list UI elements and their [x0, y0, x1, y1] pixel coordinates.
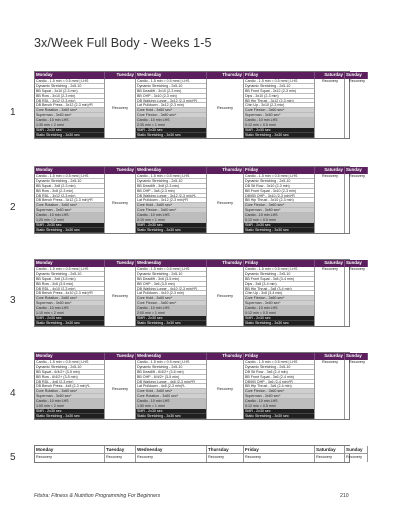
friday-workout [244, 360, 315, 419]
exercise-row: Core Flexion - 3x60 sec* [244, 203, 314, 208]
recovery-label: Recovery [136, 454, 207, 462]
recovery-day [315, 174, 345, 233]
day-header: Saturday [315, 353, 345, 360]
exercise-row: 0:12 min = 0.5 mmi [244, 311, 314, 316]
recovery-day [315, 360, 345, 419]
exercise-row: DB Sit Row - 3x10 (2-3 min) [244, 184, 314, 189]
exercise-row: BB Deadlift - 3x6 (3-5 min) [136, 277, 206, 282]
monday-workout [35, 79, 105, 138]
exercise-row: SMR - 2x30 sec [35, 128, 104, 133]
day-header: Saturday [315, 167, 345, 174]
day-header: Thursday [207, 446, 244, 454]
exercise-row: Core Hold - 3x60 sec* [136, 203, 206, 208]
day-header: Wednesday [136, 72, 207, 79]
exercise-row: Cardio - 1.5 min = 0.5 mmi | LHS [35, 79, 104, 84]
exercise-row: BB Front Squat - 3x6 (2-4 min) [244, 375, 314, 380]
exercise-row: BB OHP - 6/4/2+ (3-5 min) [136, 375, 206, 380]
day-header: Tuesday [105, 72, 136, 79]
exercise-row: Cardio - 1.5 min = 0.5 mmi | LHS [244, 174, 314, 179]
recovery-label: Recovery [321, 267, 339, 271]
exercise-row: Core Flexion - 3x60 sec* [136, 208, 206, 213]
week-3-table [34, 259, 366, 327]
exercise-row: BB Deadlift - 3x8 (2-3 min) [136, 184, 206, 189]
exercise-row: Cardio - 10 min LHS [244, 399, 314, 404]
day-header: Monday [35, 167, 105, 174]
exercise-row: Core Rotation - 3x60 sec* [35, 203, 104, 208]
friday-workout [244, 79, 315, 138]
exercise-row: Superman - 3x60 sec* [35, 394, 104, 399]
week-1-block [10, 71, 366, 139]
exercise-row: BB Row - 3x10 (2-3 min) [35, 94, 104, 99]
day-header: Tuesday [105, 446, 136, 454]
footer-book-title: Fitstra: Fitness & Nutrition Programming For Beginners [34, 493, 161, 499]
day-header: Sunday [345, 446, 368, 454]
exercise-row: SMR - 2x30 sec [136, 409, 206, 414]
exercise-row: 1:10 min = 2 mmi [35, 311, 104, 316]
exercise-row: SMR - 2x30 sec [136, 223, 206, 228]
exercise-row: Static Stretching - 3x30 sec [244, 228, 314, 233]
exercise-row: 0:12 min = 0.5 mmi [244, 218, 314, 223]
exercise-row: Static Stretching - 3x30 sec [35, 414, 104, 419]
day-header: Wednesday [136, 167, 207, 174]
week-3-block [10, 259, 366, 327]
exercise-row: Static Stretching - 3x30 sec [136, 133, 206, 138]
week-2-table [34, 166, 366, 234]
monday-workout [35, 360, 105, 419]
exercise-row: Static Stretching - 3x30 sec [244, 414, 314, 419]
day-header: Sunday [345, 260, 368, 267]
exercise-row: BB Squat - 3x10 (2-3 min) [35, 89, 104, 94]
exercise-row: BB OHP - 3x8 (2-3 min) [136, 189, 206, 194]
day-header: Friday [244, 260, 315, 267]
exercise-row: BB Front Squat - 3x12 (2-3 min) [244, 89, 314, 94]
exercise-row: SMR - 2x30 sec [136, 128, 206, 133]
day-header: Thursday [207, 260, 244, 267]
exercise-row: BB Hip Thrust - 3x12 (2-3 min) [244, 99, 314, 104]
exercise-row: Cardio - 1.5 min = 0.5 mmi | LHS [244, 79, 314, 84]
recovery-day [207, 79, 244, 138]
exercise-row: BB Row - 3x6 (3-5 min) [35, 282, 104, 287]
exercise-row: Dips - 3x10 (2-3 min) [244, 94, 314, 99]
exercise-row: 2:10 min = 1 mmi [136, 218, 206, 223]
week-5-block [10, 445, 363, 463]
exercise-row: Core Rotation - 3x60 sec* [35, 296, 104, 301]
footer-page-number: 210 [340, 493, 349, 499]
recovery-day [345, 267, 368, 326]
exercise-row: SMR - 2x30 sec [136, 316, 206, 321]
exercise-row: Cardio - 10 min LHS [244, 306, 314, 311]
exercise-row: Dynamic Stretching - 2x5-10 [244, 179, 314, 184]
day-header: Monday [35, 260, 105, 267]
day-header: Saturday [315, 72, 345, 79]
exercise-row: DB Bench Press - 3x12 (2-3 min)*R [35, 103, 104, 108]
day-header: Sunday [345, 72, 368, 79]
exercise-row: Cardio - 1.5 min = 0.5 mmi | LHS [136, 360, 206, 365]
exercise-row: DB RDL - 3x12 (2-3 min) [35, 194, 104, 199]
exercise-row: Core Rotation - 3x60 sec* [35, 389, 104, 394]
exercise-row: Cardio - 10 min LHS [35, 118, 104, 123]
exercise-row: Static Stretching - 3x30 sec [136, 414, 206, 419]
exercise-row: BB Hip Thrust - 3x8 (3-4 min) [244, 287, 314, 292]
recovery-label: Recovery [111, 387, 129, 392]
exercise-row: SMR - 2x30 sec [244, 409, 314, 414]
exercise-row: Chin Up - 3x10 (2-3 min) [244, 103, 314, 108]
day-header: Saturday [315, 260, 345, 267]
exercise-row: DB Bench Press - 4x8 (2-3 min)*L [35, 384, 104, 389]
exercise-row: Cardio - 10 min LHS [35, 306, 104, 311]
exercise-row: 0:12 min = 0.5 mmi [244, 123, 314, 128]
exercise-row: Cardio - 1.5 min = 0.5 mmi | LHS [35, 174, 104, 179]
recovery-label: Recovery [321, 174, 339, 178]
recovery-label: Recovery [348, 79, 366, 83]
day-header: Tuesday [105, 353, 136, 360]
recovery-label: Recovery [321, 79, 339, 83]
exercise-row: SMR - 2x30 sec [35, 223, 104, 228]
day-header: Wednesday [136, 446, 207, 454]
recovery-label: Recovery [216, 106, 234, 111]
recovery-day [207, 360, 244, 419]
recovery-label: Recovery [35, 454, 105, 462]
exercise-row: Superman - 3x60 sec* [244, 208, 314, 213]
exercise-row: Cardio - 1.5 min = 0.5 mmi | LHS [244, 360, 314, 365]
exercise-row: Dynamic Stretching - 2x5-10 [35, 179, 104, 184]
exercise-row: DB Walking Lunge - 4x8 (2-3 min)*R [136, 380, 206, 385]
wednesday-workout [136, 267, 207, 326]
exercise-row: Dynamic Stretching - 2x5-10 [244, 272, 314, 277]
exercise-row: DB RDL - 4x10 (2-3 min) [35, 287, 104, 292]
exercise-row: Chin Up - 3x8 (3-4 min) [244, 291, 314, 296]
day-header: Monday [35, 446, 105, 454]
recovery-day [105, 174, 136, 233]
day-header: Monday [35, 72, 105, 79]
exercise-row: DB/KB OHP - 3x10 (2-3 min)*R [244, 194, 314, 199]
exercise-row: SMR - 2x30 sec [244, 223, 314, 228]
day-header: Tuesday [105, 167, 136, 174]
exercise-row: Superman - 3x60 sec* [35, 301, 104, 306]
exercise-row: Dynamic Stretching - 2x5-10 [136, 84, 206, 89]
recovery-day [207, 267, 244, 326]
recovery-label: Recovery [216, 387, 234, 392]
exercise-row: Core Rotation - 3x60 sec* [35, 108, 104, 113]
exercise-row: Core Flexion - 3x60 sec* [136, 301, 206, 306]
exercise-row: Superman - 3x60 sec* [244, 394, 314, 399]
wednesday-workout [136, 174, 207, 233]
wednesday-workout [136, 360, 207, 419]
exercise-row: Core Flexion - 3x60 sec* [136, 113, 206, 118]
exercise-row: Cardio - 10 min LHS [136, 213, 206, 218]
week-1-table [34, 71, 366, 139]
exercise-row: Static Stretching - 3x30 sec [35, 133, 104, 138]
week-4-block [10, 352, 366, 420]
page-title: 3x/Week Full Body - Weeks 1-5 [34, 36, 212, 50]
day-header: Wednesday [136, 353, 207, 360]
exercise-row: BB Hip Thrust - 3x10 (2-3 min) [244, 198, 314, 203]
friday-workout [244, 174, 315, 233]
week-number: 5 [10, 452, 16, 463]
exercise-row: Superman - 3x60 sec* [35, 208, 104, 213]
exercise-row: Dynamic Stretching - 2x5-10 [244, 84, 314, 89]
exercise-row: BB Hip Thrust - 3x6 (2-4 min) [244, 384, 314, 389]
week-number: 4 [10, 388, 16, 399]
recovery-label: Recovery [207, 454, 244, 462]
week-4-table [34, 352, 366, 420]
exercise-row: BB Front Squat - 3x8 (3-4 min) [244, 277, 314, 282]
exercise-row: BB Front Squat - 3x10 (2-3 min) [244, 189, 314, 194]
exercise-row: SMR - 2x30 sec [244, 128, 314, 133]
exercise-row: 2:00 min = 1 mmi [136, 311, 206, 316]
recovery-day [105, 360, 136, 419]
exercise-row: Cardio - 1.5 min = 0.5 mmi | LHS [35, 267, 104, 272]
recovery-day [345, 360, 368, 419]
recovery-label: Recovery [105, 454, 136, 462]
recovery-label: Recovery [348, 267, 366, 271]
exercise-row: BB OHP - 3x6 (3-5 min) [136, 282, 206, 287]
exercise-row: DB Walking Lunge - 3x12 (2-3 min)*L [136, 194, 206, 199]
day-header: Thursday [207, 353, 244, 360]
exercise-row: Dynamic Stretching - 2x5-10 [136, 179, 206, 184]
day-header: Sunday [345, 167, 368, 174]
exercise-row: Cardio - 1.5 min = 0.5 mmi | LHS [136, 267, 206, 272]
day-header: Friday [244, 446, 315, 454]
exercise-row: BB Squat - 3x6 (3-5 min) [35, 277, 104, 282]
exercise-row: SMR - 2x30 sec [35, 316, 104, 321]
exercise-row: Static Stretching - 3x30 sec [35, 321, 104, 326]
exercise-row: DB Bench Press - 4x10 (2-3 min)*R [35, 291, 104, 296]
week-2-block [10, 166, 366, 234]
exercise-row: Dips - 3x8 (3-4 min) [244, 282, 314, 287]
exercise-row: Lat Pulldown - 4x8 (2-3 min)*L [136, 384, 206, 389]
exercise-row: Cardio - 1.5 min = 0.5 mmi | LHS [136, 79, 206, 84]
exercise-row: DB/KB OHP - 3x6 (2-4 min)*R [244, 380, 314, 385]
day-header: Saturday [315, 446, 345, 454]
exercise-row: Cardio - 1.5 min = 0.5 mmi | LHS [35, 360, 104, 365]
exercise-row: Superman - 3x60 sec* [244, 113, 314, 118]
day-header: Sunday [345, 353, 368, 360]
recovery-label: Recovery [321, 360, 339, 364]
exercise-row: Dynamic Stretching - 2x5-10 [244, 365, 314, 370]
exercise-row: BB Row - 3x8 (2-3 min) [35, 189, 104, 194]
recovery-day [207, 174, 244, 233]
recovery-day [315, 79, 345, 138]
day-header: Wednesday [136, 260, 207, 267]
exercise-row: Lat Pulldown - 4x10 (2-3 min) [136, 291, 206, 296]
exercise-row: Lat Pulldown - 3x12 (2-3 min) [136, 103, 206, 108]
exercise-row: Superman - 3x60 sec* [35, 113, 104, 118]
recovery-label: Recovery [244, 454, 315, 462]
recovery-day [345, 174, 368, 233]
exercise-row: DB Walking Lunge - 3x12 (2-3 min)*R [136, 99, 206, 104]
week-number: 2 [10, 202, 16, 213]
exercise-row: BB Deadlift - 6/4/2+ (3-5 min) [136, 370, 206, 375]
recovery-label: Recovery [345, 454, 368, 462]
exercise-row: Cardio - 1.5 min = 0.5 mmi | LHS [136, 174, 206, 179]
exercise-row: Static Stretching - 3x30 sec [35, 228, 104, 233]
recovery-label: Recovery [348, 174, 366, 178]
exercise-row: Core Flexion - 3x60 sec* [244, 108, 314, 113]
exercise-row: Dynamic Stretching - 2x5-10 [35, 365, 104, 370]
day-header: Tuesday [105, 260, 136, 267]
exercise-row: Dynamic Stretching - 2x5-10 [136, 272, 206, 277]
exercise-row: 2:30 min = 1 mmi [136, 123, 206, 128]
exercise-row: BB Squat - 3x8 (2-3 min) [35, 184, 104, 189]
exercise-row: 0:12 min = 0.5 mmi [244, 404, 314, 409]
exercise-row: Dynamic Stretching - 2x5-10 [35, 84, 104, 89]
exercise-row: DB RDL - 3x12 (2-3 min) [35, 99, 104, 104]
exercise-row: Static Stretching - 3x30 sec [136, 321, 206, 326]
week-number: 1 [10, 107, 16, 118]
recovery-day [345, 79, 368, 138]
week-number: 3 [10, 295, 16, 306]
exercise-row: DB RDL - 4x8 (2-3 min) [35, 380, 104, 385]
exercise-row: DB Bench Press - 3x12 (2-3 min)*R [35, 198, 104, 203]
exercise-row: Dynamic Stretching - 2x5-10 [136, 365, 206, 370]
day-header: Thursday [207, 167, 244, 174]
exercise-row: 1:20 min = 2 mmi [35, 218, 104, 223]
exercise-row: Core Flexion - 3x60 sec* [244, 389, 314, 394]
recovery-label: Recovery [216, 294, 234, 299]
day-header: Monday [35, 353, 105, 360]
exercise-row: BB Deadlift - 3x10 (2-3 min) [136, 89, 206, 94]
exercise-row: Core Flexion - 3x60 sec* [244, 296, 314, 301]
monday-workout [35, 174, 105, 233]
exercise-row: Cardio - 10 min LHS [244, 213, 314, 218]
recovery-label: Recovery [111, 201, 129, 206]
exercise-row: Cardio - 10 min LHS [136, 118, 206, 123]
exercise-row: DB Sit Row - 3x6 (2-4 min) [244, 370, 314, 375]
exercise-row: DB Walking Lunge - 4x10 (2-3 min)*R [136, 287, 206, 292]
friday-workout [244, 267, 315, 326]
recovery-label: Recovery [216, 201, 234, 206]
exercise-row: Cardio - 10 min LHS [35, 399, 104, 404]
recovery-label: Recovery [111, 106, 129, 111]
exercise-row: Superman - 3x60 sec* [244, 301, 314, 306]
exercise-row: Static Stretching - 3x30 sec [244, 133, 314, 138]
exercise-row: Core Rotation - 3x60 sec* [136, 394, 206, 399]
day-header: Friday [244, 167, 315, 174]
recovery-label: Recovery [315, 454, 345, 462]
exercise-row: Core Hold - 3x60 sec* [136, 296, 206, 301]
exercise-row: SMR - 2x30 sec [244, 316, 314, 321]
day-header: Friday [244, 72, 315, 79]
exercise-row: 1:30 min = 2 mmi [35, 123, 104, 128]
wednesday-workout [136, 79, 207, 138]
exercise-row: Core Hold - 3x60 sec* [136, 389, 206, 394]
exercise-row: BB Row - 6/4/2+ (3-5 min) [35, 375, 104, 380]
exercise-row: 1:00 min = 2 mmi [35, 404, 104, 409]
exercise-row: SMR - 2x30 sec [35, 409, 104, 414]
exercise-row: Lat Pulldown - 3x12 (2-3 min)*R [136, 198, 206, 203]
recovery-day [105, 267, 136, 326]
day-header: Friday [244, 353, 315, 360]
monday-workout [35, 267, 105, 326]
recovery-day [105, 79, 136, 138]
recovery-label: Recovery [348, 360, 366, 364]
exercise-row: BB OHP - 3x10 (2-3 min) [136, 94, 206, 99]
exercise-row: Dynamic Stretching - 2x5-10 [35, 272, 104, 277]
exercise-row: Cardio - 10 min LHS [136, 306, 206, 311]
exercise-row: 1:50 min = 1 mmi [136, 404, 206, 409]
week-5-table [34, 445, 363, 463]
exercise-row: Cardio - 1.5 min = 0.5 mmi | LHS [244, 267, 314, 272]
day-header: Thursday [207, 72, 244, 79]
recovery-label: Recovery [111, 294, 129, 299]
exercise-row: Static Stretching - 3x30 sec [136, 228, 206, 233]
recovery-day [315, 267, 345, 326]
exercise-row: Static Stretching - 3x30 sec [244, 321, 314, 326]
exercise-row: BB Squat - 6/4/2+ (3-5 min) [35, 370, 104, 375]
exercise-row: Cardio - 10 min LHS [136, 399, 206, 404]
exercise-row: Cardio - 10 min LHS [244, 118, 314, 123]
exercise-row: Core Hold - 3x60 sec* [136, 108, 206, 113]
exercise-row: Cardio - 10 min LHS [35, 213, 104, 218]
